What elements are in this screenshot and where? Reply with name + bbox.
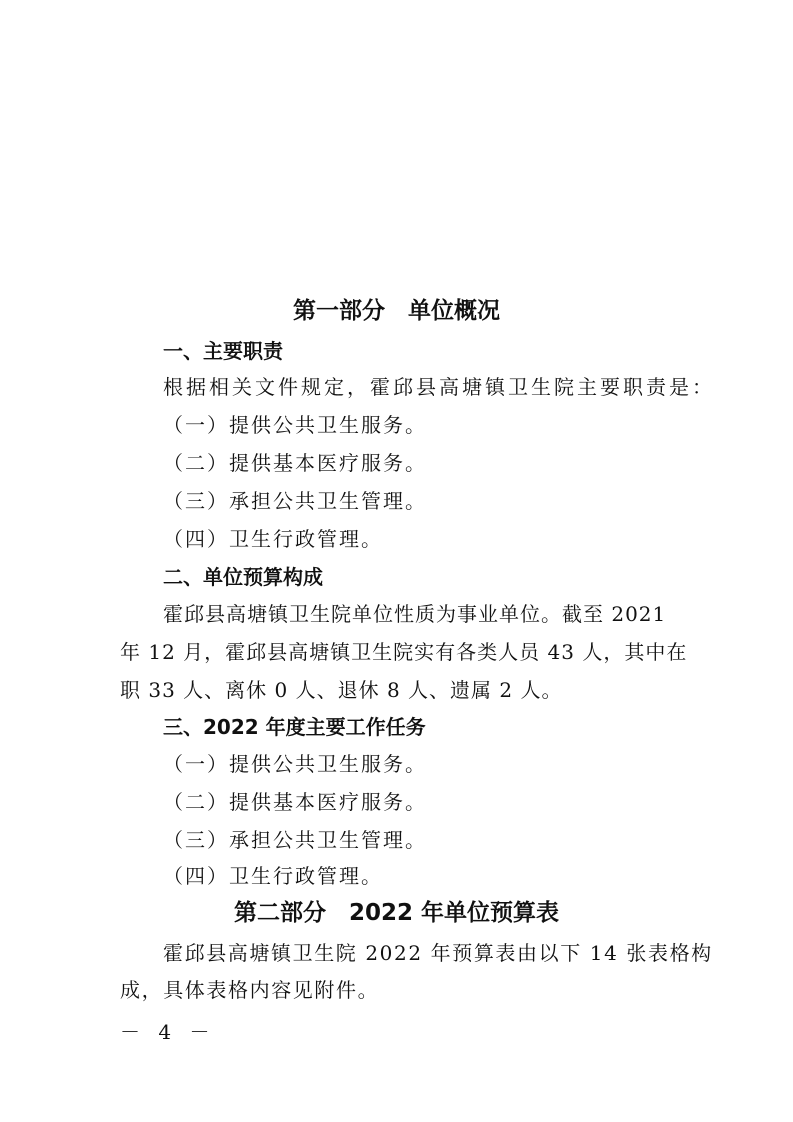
part2-line-2: 成，具体表格内容见附件。 bbox=[120, 978, 380, 1002]
section2-line-2: 年 12 月，霍邱县高塘镇卫生院实有各类人员 43 人，其中在 bbox=[120, 640, 688, 664]
section2-heading: 二、单位预算构成 bbox=[163, 565, 323, 589]
section3-item-1: （一）提供公共卫生服务。 bbox=[163, 752, 427, 776]
part1-title: 第一部分 单位概况 bbox=[293, 298, 500, 324]
section1-item-4: （四）卫生行政管理。 bbox=[163, 527, 383, 551]
section1-intro: 根据相关文件规定，霍邱县高塘镇卫生院主要职责是： bbox=[163, 375, 715, 399]
section3-heading: 三、2022 年度主要工作任务 bbox=[163, 715, 426, 739]
page-number: － 4 － bbox=[120, 1020, 216, 1044]
part2-title: 第二部分 2022 年单位预算表 bbox=[233, 900, 560, 926]
part2-line-1: 霍邱县高塘镇卫生院 2022 年预算表由以下 14 张表格构 bbox=[163, 941, 713, 965]
section1-heading: 一、主要职责 bbox=[163, 339, 283, 363]
section2-line-1: 霍邱县高塘镇卫生院单位性质为事业单位。截至 2021 bbox=[163, 602, 667, 626]
section1-item-1: （一）提供公共卫生服务。 bbox=[163, 413, 427, 437]
section3-item-4: （四）卫生行政管理。 bbox=[163, 864, 383, 888]
section3-item-2: （二）提供基本医疗服务。 bbox=[163, 790, 427, 814]
section3-item-3: （三）承担公共卫生管理。 bbox=[163, 828, 427, 852]
section1-item-2: （二）提供基本医疗服务。 bbox=[163, 451, 427, 475]
section1-item-3: （三）承担公共卫生管理。 bbox=[163, 489, 427, 513]
section2-line-3: 职 33 人、离休 0 人、退休 8 人、遗属 2 人。 bbox=[120, 678, 563, 702]
